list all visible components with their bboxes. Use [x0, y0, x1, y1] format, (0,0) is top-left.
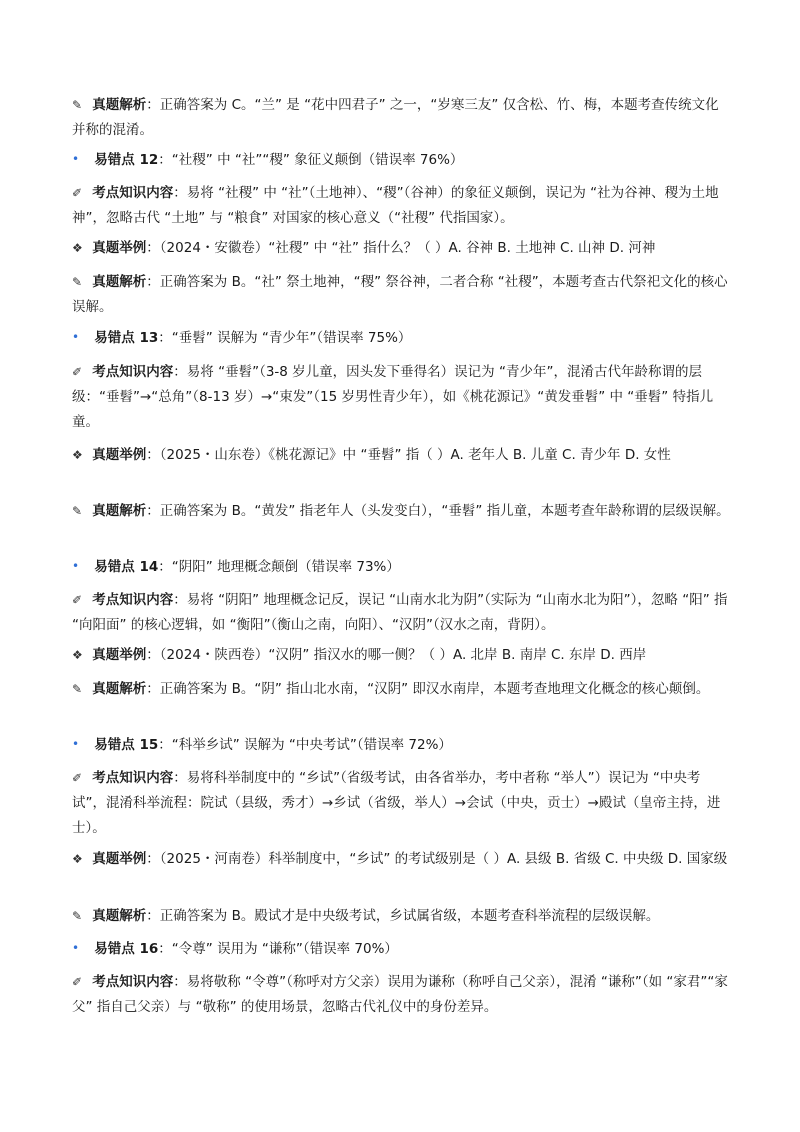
- paragraph-label: 考点知识内容: [92, 770, 174, 786]
- paragraph-label: 易错点 15: [94, 737, 159, 753]
- pen-icon: ✐: [72, 975, 83, 989]
- bullet-icon: •: [72, 737, 80, 751]
- paragraph-label: 易错点 16: [94, 941, 159, 957]
- paragraph-text: ：（2024・陕西卷）“汉阴” 指汉水的哪一侧？（ ）A. 北岸 B. 南岸 C. 东岸 D. 西岸: [146, 647, 647, 663]
- paragraph-label: 考点知识内容: [92, 974, 174, 990]
- bullet-icon: •: [72, 941, 80, 955]
- knowledge-paragraph: [72, 360, 732, 435]
- paragraph-text: ：易将敬称 “令尊”（称呼对方父亲）误用为谦称（称呼自己父亲），混淆 “谦称”（如 “家君”“家父” 指自己父亲）与 “敬称” 的使用场景，忽略古代礼仪中的身份差异。: [72, 974, 728, 1015]
- bullet-icon: •: [72, 330, 80, 344]
- paragraph-label: 考点知识内容: [92, 364, 174, 380]
- paragraph-text: ：“科举乡试” 误解为 “中央考试”（错误率 72%）: [158, 737, 452, 753]
- pencil-icon: ✎: [72, 275, 83, 289]
- paragraph-label: 真题解析: [92, 681, 147, 697]
- error-point-heading: [72, 555, 732, 580]
- analysis-paragraph: [72, 677, 732, 702]
- paragraph-label: 易错点 14: [94, 559, 159, 575]
- paragraph-text: ：“垂髫” 误解为 “青少年”（错误率 75%）: [158, 330, 412, 346]
- knowledge-paragraph: [72, 588, 732, 638]
- paragraph-label: 真题举例: [92, 851, 147, 867]
- analysis-paragraph: [72, 904, 732, 929]
- pencil-icon: ✎: [72, 682, 83, 696]
- paragraph-text: ：正确答案为 B。“阴” 指山北水南，“汉阴” 即汉水南岸，本题考查地理文化概念的核心颠倒。: [146, 681, 710, 697]
- paragraph-label: 真题解析: [92, 97, 147, 113]
- paragraph-text: ：正确答案为 C。“兰” 是 “花中四君子” 之一，“岁寒三友” 仅含松、竹、梅，本题考查传统文化并称的混淆。: [72, 97, 719, 138]
- diamond-icon: ❖: [72, 852, 83, 866]
- pen-icon: ✐: [72, 771, 83, 785]
- error-point-heading: [72, 148, 732, 173]
- diamond-icon: ❖: [72, 448, 83, 462]
- paragraph-text: ：（2025・山东卷）《桃花源记》中 “垂髫” 指（ ）A. 老年人 B. 儿童 C. 青少年 D. 女性: [146, 447, 671, 463]
- example-paragraph: [72, 443, 732, 468]
- paragraph-text: ：易将 “垂髫”（3-8 岁儿童，因头发下垂得名）误记为 “青少年”，混淆古代年龄称谓的层级：“垂髫”→“总角”（8-13 岁）→“束发”（15 岁男性青少年），如《桃花源记》“黄发垂髫” 中 “垂髫” 特指儿童。: [72, 364, 714, 430]
- paragraph-text: ：“社稷” 中 “社”“稷” 象征义颠倒（错误率 76%）: [158, 152, 464, 168]
- paragraph-text: ：（2024・安徽卷）“社稷” 中 “社” 指什么？（ ）A. 谷神 B. 土地神 C. 山神 D. 河神: [146, 240, 656, 256]
- paragraph-label: 真题解析: [92, 274, 147, 290]
- paragraph-label: 考点知识内容: [92, 592, 174, 608]
- analysis-paragraph: [72, 499, 732, 524]
- diamond-icon: ❖: [72, 648, 83, 662]
- paragraph-label: 真题解析: [92, 908, 147, 924]
- pen-icon: ✐: [72, 365, 83, 379]
- example-paragraph: [72, 643, 732, 668]
- knowledge-paragraph: [72, 766, 732, 841]
- paragraph-text: ：正确答案为 B。“社” 祭土地神，“稷” 祭谷神，二者合称 “社稷”，本题考查古代祭祀文化的核心误解。: [72, 274, 728, 315]
- paragraph-label: 易错点 12: [94, 152, 159, 168]
- analysis-paragraph: [72, 270, 732, 320]
- pen-icon: ✐: [72, 186, 83, 200]
- bullet-icon: •: [72, 152, 80, 166]
- paragraph-text: ：易将 “社稷” 中 “社”（土地神）、“稷”（谷神）的象征义颠倒，误记为 “社为谷神、稷为土地神”，忽略古代 “土地” 与 “粮食” 对国家的核心意义（“社稷” 代指国家）。: [72, 185, 719, 226]
- paragraph-text: ：（2025・河南卷）科举制度中，“乡试” 的考试级别是（ ）A. 县级 B. 省级 C. 中央级 D. 国家级: [146, 851, 728, 867]
- diamond-icon: ❖: [72, 241, 83, 255]
- error-point-heading: [72, 326, 732, 351]
- paragraph-text: ：易将科举制度中的 “乡试”（省级考试，由各省举办，考中者称 “举人”）误记为 “中央考试”，混淆科举流程：院试（县级，秀才）→乡试（省级，举人）→会试（中央，贡士）→殿试（皇帝主持，进士）。: [72, 770, 721, 836]
- error-point-heading: [72, 733, 732, 758]
- paragraph-label: 真题举例: [92, 647, 147, 663]
- paragraph-text: ：“令尊” 误用为 “谦称”（错误率 70%）: [158, 941, 398, 957]
- pencil-icon: ✎: [72, 504, 83, 518]
- knowledge-paragraph: [72, 970, 732, 1020]
- paragraph-label: 易错点 13: [94, 330, 159, 346]
- pen-icon: ✐: [72, 593, 83, 607]
- paragraph-label: 真题举例: [92, 240, 147, 256]
- error-point-heading: [72, 937, 732, 962]
- paragraph-text: ：“阴阳” 地理概念颠倒（错误率 73%）: [158, 559, 400, 575]
- example-paragraph: [72, 847, 732, 872]
- paragraph-text: ：易将 “阴阳” 地理概念记反，误记 “山南水北为阴”（实际为 “山南水北为阳”），忽略 “阳” 指 “向阳面” 的核心逻辑，如 “衡阳”（衡山之南，向阳）、“汉阴”（汉水之南，背阴）。: [72, 592, 728, 633]
- paragraph-label: 真题举例: [92, 447, 147, 463]
- example-paragraph: [72, 236, 732, 261]
- paragraph-label: 考点知识内容: [92, 185, 174, 201]
- paragraph-text: ：正确答案为 B。殿试才是中央级考试，乡试属省级，本题考查科举流程的层级误解。: [146, 908, 660, 924]
- analysis-paragraph: [72, 93, 732, 143]
- pencil-icon: ✎: [72, 98, 83, 112]
- paragraph-label: 真题解析: [92, 503, 147, 519]
- pencil-icon: ✎: [72, 909, 83, 923]
- paragraph-text: ：正确答案为 B。“黄发” 指老年人（头发变白），“垂髫” 指儿童，本题考查年龄称谓的层级误解。: [146, 503, 730, 519]
- bullet-icon: •: [72, 559, 80, 573]
- knowledge-paragraph: [72, 181, 732, 231]
